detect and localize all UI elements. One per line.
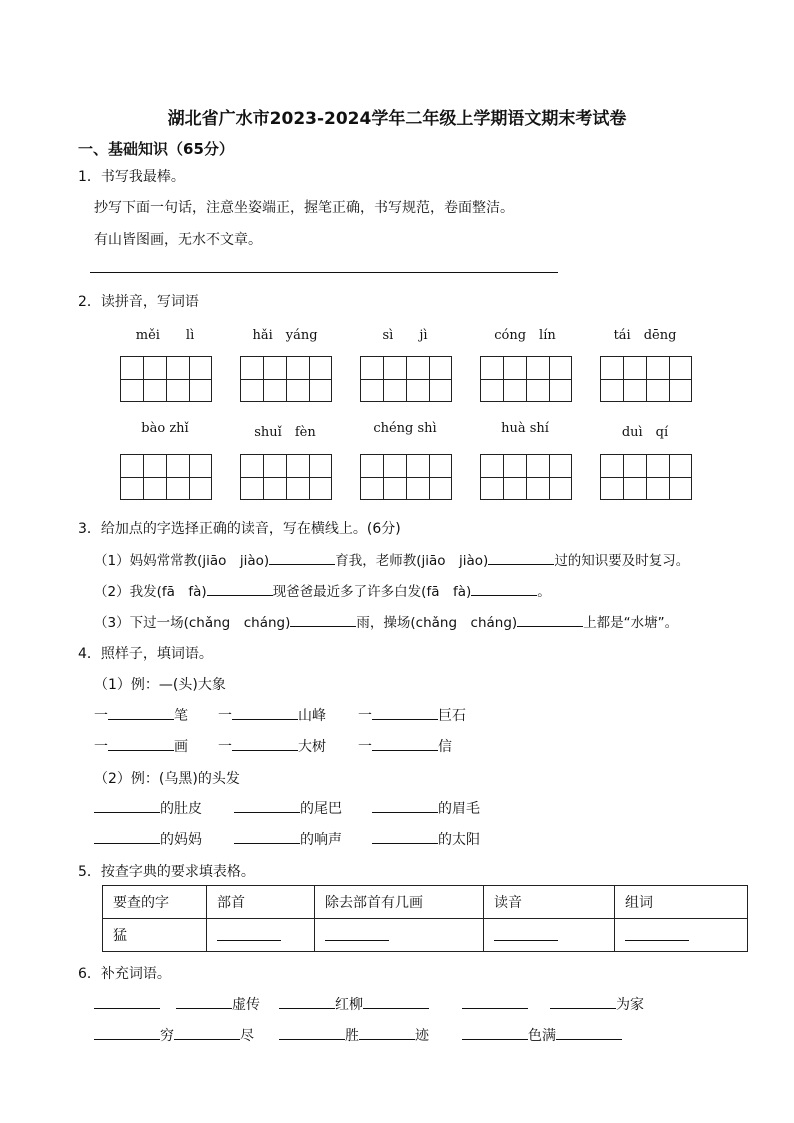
- pinyin: cóng lín: [494, 328, 556, 343]
- answer-blank[interactable]: [372, 798, 438, 813]
- idiom-row: [279, 1025, 429, 1045]
- pinyin: sì jì: [382, 328, 428, 343]
- question-1-instruction: 抄写下面一句话，注意坐姿端正，握笔正确，书写规范，卷面整洁。: [94, 200, 514, 216]
- item-text: 一: [218, 739, 232, 755]
- table-cell[interactable]: [315, 919, 484, 952]
- writing-grid[interactable]: [600, 356, 692, 402]
- answer-blank[interactable]: [625, 926, 689, 941]
- item-text: 山峰: [298, 708, 326, 724]
- measure-word-row: [358, 705, 466, 725]
- item-text: 的太阳: [438, 832, 480, 848]
- item-text: （3）下过一场(chǎng cháng): [94, 615, 291, 631]
- answer-blank[interactable]: [207, 581, 273, 596]
- measure-word-row: [94, 705, 188, 725]
- item-text: 尽: [240, 1028, 254, 1044]
- question-5-label: 5．按查字典的要求填表格。: [78, 864, 255, 880]
- item-text: （1）妈妈常常教(jiāo jiào): [94, 553, 270, 569]
- idiom-row: [176, 994, 260, 1014]
- answer-blank[interactable]: [269, 550, 335, 565]
- pinyin: shuǐ fèn: [254, 425, 316, 440]
- answer-blank[interactable]: [517, 612, 583, 627]
- table-header-row: [103, 886, 748, 919]
- writing-grid[interactable]: [240, 356, 332, 402]
- item-text: 。: [537, 584, 551, 600]
- item-text: 巨石: [438, 708, 466, 724]
- item-text: 画: [174, 739, 188, 755]
- item-text: 虚传: [232, 997, 260, 1013]
- item-text: 穷: [160, 1028, 174, 1044]
- item-text: 红柳: [335, 997, 363, 1013]
- item-text: 一: [94, 708, 108, 724]
- dictionary-table: [102, 885, 748, 952]
- pinyin: duì qí: [621, 425, 669, 440]
- writing-grid[interactable]: [120, 356, 212, 402]
- answer-blank[interactable]: [279, 994, 335, 1009]
- example-1: （1）例：—(头)大象: [94, 677, 226, 693]
- page-title: 湖北省广水市2023-2024学年二年级上学期语文期末考试卷: [167, 109, 627, 129]
- table-header: 部首: [207, 886, 315, 919]
- measure-word-row: [94, 736, 188, 756]
- idiom-row: [94, 994, 160, 1013]
- question-3-item-3: [94, 611, 678, 631]
- idiom-row: [462, 1025, 622, 1045]
- table-cell[interactable]: [207, 919, 315, 952]
- item-text: 为家: [616, 997, 644, 1013]
- adjective-row: [94, 798, 202, 818]
- adjective-row: [234, 798, 342, 818]
- answer-blank[interactable]: [359, 1025, 415, 1040]
- table-row: [103, 919, 748, 952]
- idiom-row: [462, 994, 528, 1013]
- example-2: （2）例：(乌黑)的头发: [94, 771, 240, 787]
- answer-blank[interactable]: [372, 736, 438, 751]
- answer-blank[interactable]: [176, 994, 232, 1009]
- answer-blank[interactable]: [372, 829, 438, 844]
- pinyin: huà shí: [501, 421, 549, 436]
- answer-blank[interactable]: [363, 994, 429, 1009]
- answer-blank[interactable]: [174, 1025, 240, 1040]
- table-header: 要查的字: [103, 886, 207, 919]
- item-text: 的肚皮: [160, 801, 202, 817]
- copy-line[interactable]: [90, 272, 558, 273]
- idiom-row: [550, 994, 644, 1014]
- item-text: 胜: [345, 1028, 359, 1044]
- answer-blank[interactable]: [108, 736, 174, 751]
- idiom-row: [279, 994, 429, 1014]
- writing-grid[interactable]: [240, 454, 332, 500]
- answer-blank[interactable]: [232, 736, 298, 751]
- item-text: （2）我发(fā fà): [94, 584, 207, 600]
- item-text: 色满: [528, 1028, 556, 1044]
- measure-word-row: [218, 736, 326, 756]
- pinyin: chéng shì: [373, 421, 437, 436]
- item-text: 的妈妈: [160, 832, 202, 848]
- adjective-row: [372, 798, 480, 818]
- answer-blank[interactable]: [494, 926, 558, 941]
- item-text: 雨，操场(chǎng cháng): [356, 615, 518, 631]
- question-3-item-2: [94, 580, 551, 600]
- question-3-label: 3．给加点的字选择正确的读音，写在横线上。(6分): [78, 521, 401, 537]
- answer-blank[interactable]: [94, 994, 160, 1009]
- measure-word-row: [358, 736, 452, 756]
- answer-blank[interactable]: [325, 926, 389, 941]
- table-header: 读音: [484, 886, 615, 919]
- item-text: 信: [438, 739, 452, 755]
- item-text: 一: [358, 739, 372, 755]
- answer-blank[interactable]: [372, 705, 438, 720]
- item-text: 一: [94, 739, 108, 755]
- item-text: 育我，老师教(jiāo jiào): [335, 553, 489, 569]
- question-3-item-1: [94, 549, 689, 569]
- table-cell[interactable]: [484, 919, 615, 952]
- item-text: 的响声: [300, 832, 342, 848]
- pinyin: měi lì: [135, 328, 195, 343]
- answer-blank[interactable]: [462, 1025, 528, 1040]
- question-4-label: 4．照样子，填词语。: [78, 646, 213, 662]
- table-cell-char: 猛: [103, 919, 207, 952]
- idiom-row: [94, 1025, 254, 1045]
- writing-grid[interactable]: [120, 454, 212, 500]
- writing-grid[interactable]: [600, 454, 692, 500]
- answer-blank[interactable]: [232, 705, 298, 720]
- writing-grid[interactable]: [480, 356, 572, 402]
- table-cell[interactable]: [615, 919, 748, 952]
- item-text: 上都是“水塘”。: [583, 615, 679, 631]
- pinyin: tái dēng: [613, 328, 677, 343]
- pinyin: hǎi yáng: [252, 328, 318, 343]
- section-heading: 一、基础知识（65分）: [78, 140, 234, 158]
- answer-blank[interactable]: [279, 1025, 345, 1040]
- writing-grid[interactable]: [360, 454, 452, 500]
- adjective-row: [372, 829, 480, 849]
- table-header: 组词: [615, 886, 748, 919]
- answer-blank[interactable]: [234, 798, 300, 813]
- item-text: 的尾巴: [300, 801, 342, 817]
- adjective-row: [234, 829, 342, 849]
- pinyin: bào zhǐ: [141, 421, 189, 436]
- question-2-label: 2．读拼音，写词语: [78, 294, 199, 310]
- answer-blank[interactable]: [556, 1025, 622, 1040]
- item-text: 迹: [415, 1028, 429, 1044]
- writing-grid[interactable]: [360, 356, 452, 402]
- writing-grid[interactable]: [480, 454, 572, 500]
- answer-blank[interactable]: [94, 829, 160, 844]
- answer-blank[interactable]: [234, 829, 300, 844]
- item-text: 一: [358, 708, 372, 724]
- answer-blank[interactable]: [108, 705, 174, 720]
- item-text: 过的知识要及时复习。: [554, 553, 690, 569]
- item-text: 笔: [174, 708, 188, 724]
- item-text: 一: [218, 708, 232, 724]
- answer-blank[interactable]: [550, 994, 616, 1009]
- answer-blank[interactable]: [488, 550, 554, 565]
- answer-blank[interactable]: [290, 612, 356, 627]
- measure-word-row: [218, 705, 326, 725]
- item-text: 的眉毛: [438, 801, 480, 817]
- question-1-label: 1．书写我最棒。: [78, 169, 185, 185]
- answer-blank[interactable]: [471, 581, 537, 596]
- answer-blank[interactable]: [94, 1025, 160, 1040]
- answer-blank[interactable]: [217, 926, 281, 941]
- answer-blank[interactable]: [94, 798, 160, 813]
- answer-blank[interactable]: [462, 994, 528, 1009]
- question-6-label: 6．补充词语。: [78, 966, 171, 982]
- table-header: 除去部首有几画: [315, 886, 484, 919]
- question-1-sentence: 有山皆图画，无水不文章。: [94, 232, 262, 248]
- item-text: 大树: [298, 739, 326, 755]
- adjective-row: [94, 829, 202, 849]
- item-text: 现爸爸最近多了许多白发(fā fà): [272, 584, 472, 600]
